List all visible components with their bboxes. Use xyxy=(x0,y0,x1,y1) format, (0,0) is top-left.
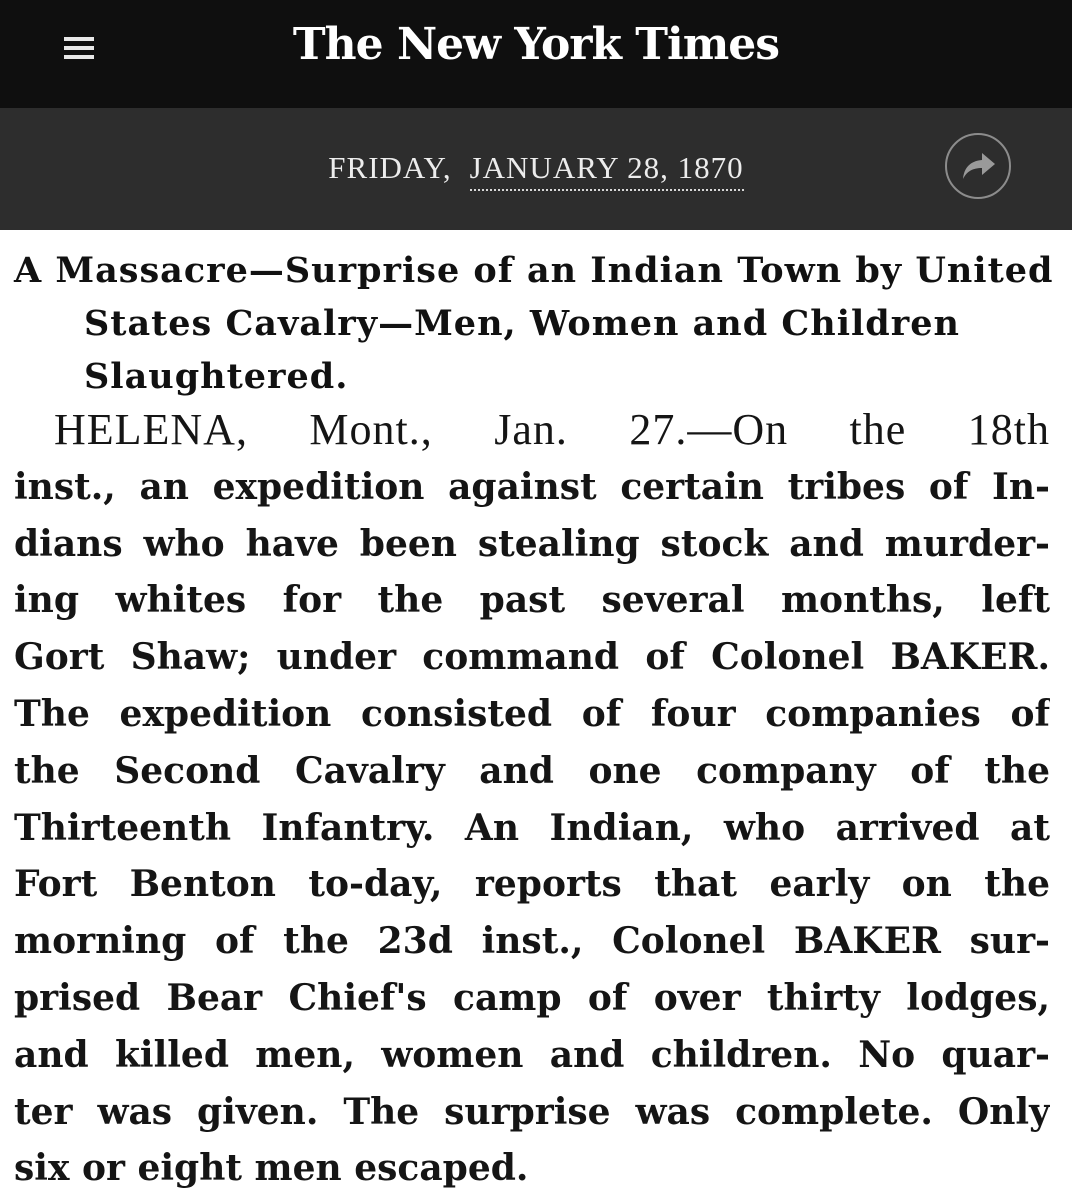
article-line: Gort Shaw; under command of Colonel BAKER. xyxy=(14,636,1050,679)
article-line: inst., an expedition against certain tribes of In- xyxy=(14,465,1050,508)
article-line: morning of the 23d inst., Colonel BAKER sur- xyxy=(14,920,1050,963)
issue-date xyxy=(0,148,1072,188)
article-line: ing whites for the past several months, left xyxy=(14,579,1050,622)
date-link[interactable]: JANUARY 28, 1870 xyxy=(470,150,744,191)
top-navigation-bar xyxy=(0,0,1072,108)
article-line: the Second Cavalry and one company of the xyxy=(14,749,1050,792)
article-line: dians who have been stealing stock and murder- xyxy=(14,522,1050,565)
article-body xyxy=(14,402,1050,1197)
newspaper-clipping xyxy=(0,230,1072,1200)
article-headline: A Massacre—Surprise of an Indian Town by United States Cavalry—Men, Women and Children Slaughtered. xyxy=(14,250,1054,397)
article-line: Fort Benton to-day, reports that early on the xyxy=(14,863,1050,906)
share-arrow-icon xyxy=(962,151,996,181)
article-line: The expedition consisted of four companies of xyxy=(14,692,1050,735)
article-line: prised Bear Chief's camp of over thirty lodges, xyxy=(14,976,1050,1019)
day-of-week: FRIDAY, xyxy=(328,150,452,185)
date-bar xyxy=(0,108,1072,230)
article-line: HELENA, Mont., Jan. 27.—On the 18th xyxy=(54,405,1050,454)
article-line: six or eight men escaped. xyxy=(14,1147,529,1190)
article-line: and killed men, women and children. No quar- xyxy=(14,1033,1050,1076)
share-button[interactable] xyxy=(945,133,1011,199)
article-line: ter was given. The surprise was complete. Only xyxy=(14,1090,1050,1133)
masthead-logo[interactable]: The New York Times xyxy=(292,19,780,70)
article-line: Thirteenth Infantry. An Indian, who arrived at xyxy=(14,806,1050,849)
